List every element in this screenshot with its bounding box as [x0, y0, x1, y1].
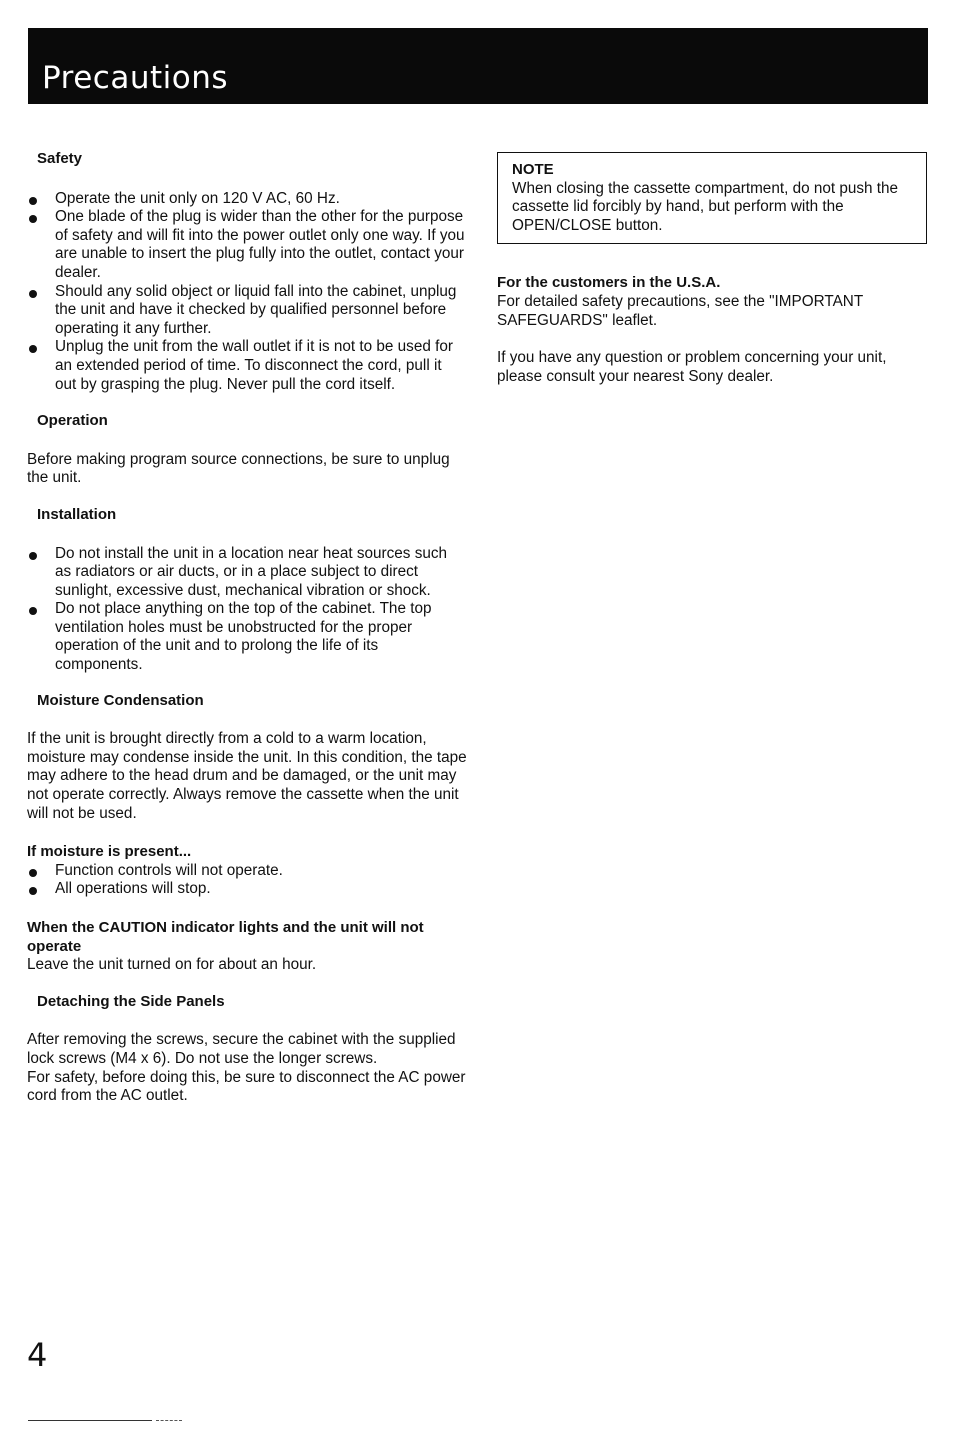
footer-rule-dashed	[156, 1420, 182, 1421]
note-box	[497, 152, 927, 244]
caution-text: Leave the unit turned on for about an hour.	[27, 956, 317, 974]
installation-heading: Installation	[37, 505, 117, 523]
right-column	[497, 152, 927, 386]
left-column	[27, 150, 467, 1106]
note-heading: NOTE	[512, 161, 554, 178]
list-item: Should any solid object or liquid fall into the cabinet, unplug the unit and have it checked by qualified personnel before operating it any further.	[27, 283, 467, 339]
side-panels-heading: Detaching the Side Panels	[37, 992, 225, 1010]
list-item: Function controls will not operate.	[27, 862, 467, 881]
list-item: Unplug the unit from the wall outlet if it is not to be used for an extended period of time. To disconnect the cord, pull it out by grasping the plug. Never pull the cord itself.	[27, 338, 467, 394]
page-title-bar	[28, 28, 928, 104]
operation-heading: Operation	[37, 412, 108, 430]
list-item: Do not install the unit in a location near heat sources such as radiators or air ducts, or in a place subject to direct sunlight, excessive dust, mechanical vibration or shock.	[27, 545, 467, 601]
installation-list	[27, 545, 467, 675]
list-item: One blade of the plug is wider than the other for the purpose of safety and will fit into the power outlet only one way. If you are unable to insert the plug fully into the outlet, contact your dealer.	[27, 208, 467, 282]
side-panels-text: After removing the screws, secure the cabinet with the supplied lock screws (M4 x 6). Do not use the longer screws.	[27, 1031, 456, 1067]
page-number: 4	[27, 1336, 48, 1374]
safety-heading: Safety	[37, 150, 83, 167]
side-panels-text-safety: For safety, before doing this, be sure to disconnect the AC power cord from the AC outlet.	[27, 1068, 466, 1105]
moisture-heading: Moisture Condensation	[37, 691, 204, 709]
usa-text: For detailed safety precautions, see the "IMPORTANT SAFEGUARDS" leaflet.	[497, 292, 863, 329]
list-item: All operations will stop.	[27, 880, 467, 899]
moisture-present-list	[27, 862, 467, 899]
moisture-text: If the unit is brought directly from a cold to a warm location, moisture may condense inside the unit. In this condition, the tape may adhere to the head drum and be damaged, or the unit may not operate correctly. Always remove the cassette when the unit will not be used.	[27, 730, 467, 822]
contact-text: If you have any question or problem concerning your unit, please consult your nearest Sony dealer.	[497, 349, 887, 385]
list-item: Operate the unit only on 120 V AC, 60 Hz.	[27, 190, 467, 209]
page-title: Precautions	[42, 60, 229, 96]
moisture-present-heading: If moisture is present...	[27, 843, 192, 861]
note-text: When closing the cassette compartment, do not push the cassette lid forcibly by hand, but perform with the OPEN/CLOSE button.	[512, 179, 899, 234]
footer-rule	[28, 1420, 152, 1421]
safety-list	[27, 190, 467, 395]
caution-heading: When the CAUTION indicator lights and the unit will not operate	[27, 919, 424, 955]
usa-heading: For the customers in the U.S.A.	[497, 274, 721, 292]
list-item: Do not place anything on the top of the cabinet. The top ventilation holes must be unobstructed for the proper operation of the unit and to prolong the life of its components.	[27, 600, 467, 674]
operation-text: Before making program source connections, be sure to unplug the unit.	[27, 450, 450, 487]
